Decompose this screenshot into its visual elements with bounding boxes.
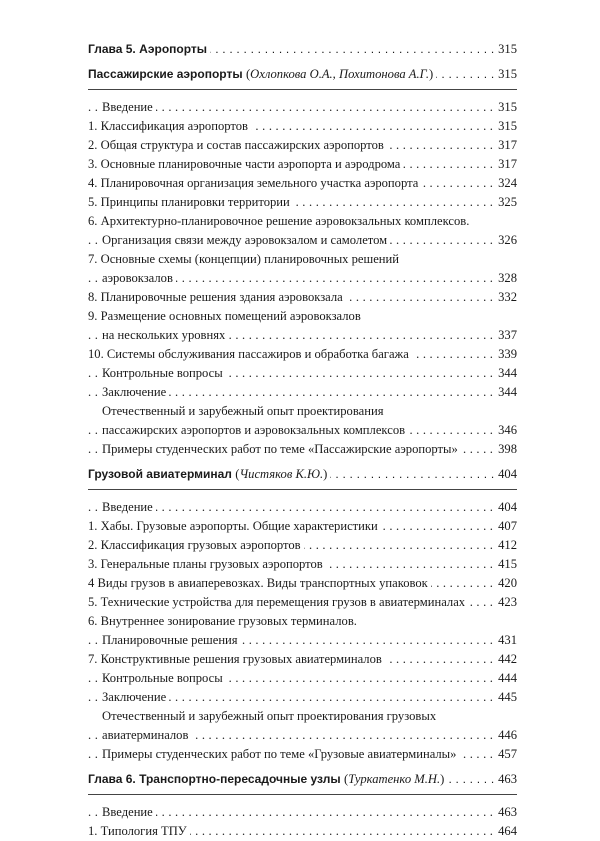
entry-page-number: 337 [495, 326, 517, 345]
entry-page-number: 420 [495, 574, 517, 593]
divider-line [88, 89, 517, 90]
toc-heading [88, 40, 517, 59]
entry-title: 3. Основные планировочные части аэропорта и аэродрома [88, 157, 403, 171]
entry-page-number: 324 [495, 174, 517, 193]
toc-entry [88, 193, 517, 212]
entry-page-number: 328 [495, 269, 517, 288]
toc-entry [88, 631, 517, 650]
toc-entry [88, 822, 517, 841]
toc-entry [88, 117, 517, 136]
entry-title: Отечественный и зарубежный опыт проектирования грузовых [102, 709, 439, 723]
heading-title: Глава 6. Транспортно-пересадочные узлы [88, 772, 341, 786]
entry-page-number: 415 [495, 555, 517, 574]
toc-entry [88, 98, 517, 117]
entry-title: Контрольные вопросы [102, 366, 226, 380]
entry-title: 7. Основные схемы (концепции) планировочных решений [88, 252, 402, 266]
toc-entry [88, 745, 517, 764]
toc-heading [88, 465, 517, 484]
toc-entry [88, 136, 517, 155]
toc-entry [88, 155, 517, 174]
entry-page-number: 423 [495, 593, 517, 612]
open-paren: ( [344, 772, 349, 786]
toc-entry [88, 383, 517, 402]
entry-page-number: 325 [495, 193, 517, 212]
toc-heading [88, 65, 517, 84]
heading-text [88, 67, 436, 81]
entry-title: 8. Планировочные решения здания аэровокзала [88, 290, 346, 304]
toc-entry [88, 326, 517, 345]
heading-text [88, 772, 447, 786]
entry-title: 5. Технические устройства для перемещения грузов в авиатерминалах [88, 595, 468, 609]
heading-page-number: 315 [495, 40, 517, 59]
toc-entry [88, 688, 517, 707]
entry-page-number: 445 [495, 688, 517, 707]
toc-entry [88, 555, 517, 574]
entry-title: 10. Системы обслуживания пассажиров и обработка багажа [88, 347, 412, 361]
entry-title: 9. Размещение основных помещений аэровокзалов [88, 309, 364, 323]
heading-author: Чистяков К.Ю. [239, 467, 324, 481]
entry-page-number: 315 [495, 98, 517, 117]
toc-entry [88, 612, 517, 631]
entry-page-number: 332 [495, 288, 517, 307]
toc-entry [88, 307, 517, 326]
open-paren: ( [245, 67, 251, 81]
entry-title: Организация связи между аэровокзалом и самолетом [102, 233, 390, 247]
entry-title: 6. Внутреннее зонирование грузовых терминалов. [88, 614, 360, 628]
entry-page-number: 317 [495, 155, 517, 174]
entry-title: 2. Общая структура и состав пассажирских аэропортов [88, 138, 387, 152]
entry-title: Заключение [102, 385, 169, 399]
entry-title: Примеры студенческих работ по теме «Пассажирские аэропорты» [102, 442, 461, 456]
close-paren: ) [323, 467, 328, 481]
open-paren: ( [235, 467, 240, 481]
toc-entry [88, 212, 517, 231]
entry-title: авиатерминалов [102, 728, 191, 742]
entry-page-number: 404 [495, 498, 517, 517]
entry-page-number: 398 [495, 440, 517, 459]
entry-title: Введение [102, 805, 156, 819]
entry-title: 3. Генеральные планы грузовых аэропортов [88, 557, 326, 571]
toc-entry [88, 231, 517, 250]
entry-page-number: 344 [495, 383, 517, 402]
heading-text [88, 467, 330, 481]
toc-entry [88, 536, 517, 555]
entry-page-number: 407 [495, 517, 517, 536]
divider-line [88, 794, 517, 795]
entry-page-number: 457 [495, 745, 517, 764]
toc-entry [88, 288, 517, 307]
entry-page-number: 344 [495, 364, 517, 383]
heading-title: Грузовой авиатерминал [88, 467, 232, 481]
heading-author: Туркатенко М.Н. [348, 772, 441, 786]
entry-title: на нескольких уровнях [102, 328, 228, 342]
entry-page-number: 446 [495, 726, 517, 745]
entry-page-number: 444 [495, 669, 517, 688]
heading-page-number: 315 [495, 65, 517, 84]
entry-title: пассажирских аэропортов и аэровокзальных комплексов [102, 423, 408, 437]
heading-page-number: 463 [495, 770, 517, 789]
toc-entry [88, 593, 517, 612]
entry-page-number: 412 [495, 536, 517, 555]
toc-entry [88, 803, 517, 822]
entry-title: Введение [102, 100, 156, 114]
toc-entry [88, 250, 517, 269]
entry-title: 1. Классификация аэропортов [88, 119, 251, 133]
toc-entry [88, 402, 517, 421]
toc-heading [88, 770, 517, 789]
entry-title: Планировочные решения [102, 633, 241, 647]
toc-entry [88, 345, 517, 364]
toc-entry [88, 517, 517, 536]
toc-entry [88, 174, 517, 193]
entry-title: Контрольные вопросы [102, 671, 226, 685]
heading-author: Охлопкова О.А., Похитонова А.Г. [250, 67, 429, 81]
entry-page-number: 346 [495, 421, 517, 440]
divider-line [88, 489, 517, 490]
entry-page-number: 339 [495, 345, 517, 364]
toc-entry [88, 707, 517, 726]
entry-page-number: 464 [495, 822, 517, 841]
entry-title: 7. Конструктивные решения грузовых авиатерминалов [88, 652, 385, 666]
heading-page-number: 404 [495, 465, 517, 484]
entry-page-number: 431 [495, 631, 517, 650]
close-paren: ) [440, 772, 445, 786]
entry-title: Заключение [102, 690, 169, 704]
toc-entry [88, 669, 517, 688]
toc-entry [88, 421, 517, 440]
entry-title: Отечественный и зарубежный опыт проектирования [102, 404, 387, 418]
entry-page-number: 463 [495, 803, 517, 822]
heading-title: Пассажирские аэропорты [88, 67, 243, 81]
entry-title: 6. Архитектурно-планировочное решение аэровокзальных комплексов. [88, 214, 472, 228]
entry-page-number: 317 [495, 136, 517, 155]
heading-text [88, 42, 210, 56]
entry-title: Введение [102, 500, 156, 514]
toc-entry [88, 440, 517, 459]
toc-entry [88, 269, 517, 288]
entry-title: Примеры студенческих работ по теме «Грузовые авиатерминалы» [102, 747, 459, 761]
table-of-contents [88, 40, 517, 841]
entry-title: 4 Виды грузов в авиаперевозках. Виды транспортных упаковок [88, 576, 431, 590]
toc-entry [88, 574, 517, 593]
toc-entry [88, 364, 517, 383]
toc-entry [88, 498, 517, 517]
entry-page-number: 315 [495, 117, 517, 136]
toc-entry [88, 726, 517, 745]
entry-title: 4. Планировочная организация земельного участка аэропорта [88, 176, 421, 190]
entry-title: 5. Принципы планировки территории [88, 195, 293, 209]
entry-page-number: 442 [495, 650, 517, 669]
entry-title: аэровокзалов [102, 271, 176, 285]
entry-page-number: 326 [495, 231, 517, 250]
entry-title: 1. Хабы. Грузовые аэропорты. Общие характеристики [88, 519, 381, 533]
entry-title: 1. Типология ТПУ [88, 824, 190, 838]
toc-entry [88, 650, 517, 669]
heading-title: Глава 5. Аэропорты [88, 42, 208, 56]
close-paren: ) [428, 67, 434, 81]
entry-title: 2. Классификация грузовых аэропортов [88, 538, 304, 552]
